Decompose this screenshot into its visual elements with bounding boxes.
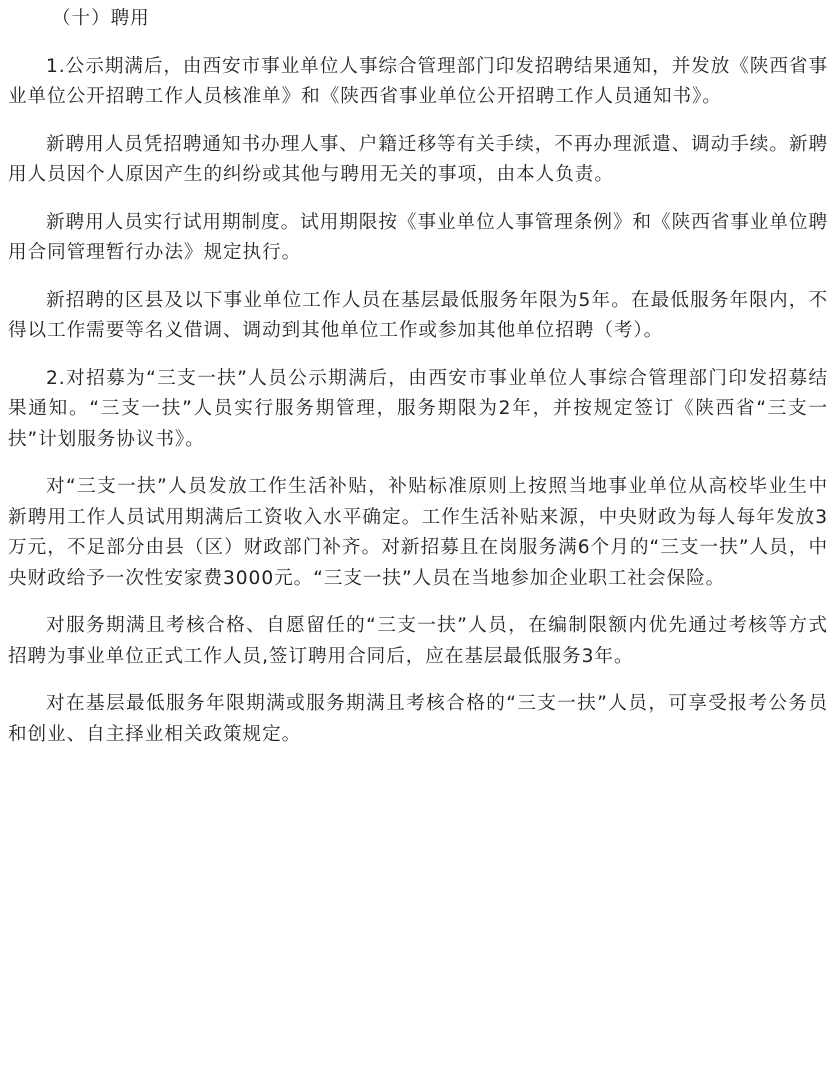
paragraph-7: 对服务期满且考核合格、自愿留任的“三支一扶”人员，在编制限额内优先通过考核等方式招聘为事业单位正式工作人员,签订聘用合同后，应在基层最低服务3年。	[8, 615, 828, 667]
section-heading: （十）聘用	[52, 8, 150, 29]
paragraph-2: 新聘用人员凭招聘通知书办理人事、户籍迁移等有关手续，不再办理派遣、调动手续。新聘用人员因个人原因产生的纠纷或其他与聘用无关的事项，由本人负责。	[8, 133, 828, 185]
paragraph-1: 1.公示期满后，由西安市事业单位人事综合管理部门印发招聘结果通知，并发放《陕西省事业单位公开招聘工作人员核准单》和《陕西省事业单位公开招聘工作人员通知书》。	[8, 55, 828, 107]
paragraph-6: 对“三支一扶”人员发放工作生活补贴，补贴标准原则上按照当地事业单位从高校毕业生中新聘用工作人员试用期满后工资收入水平确定。工作生活补贴来源，中央财政为每人每年发放3万元，不足部分由县（区）财政部门补齐。对新招募且在岗服务满6个月的“三支一扶”人员，中央财政给予一次性安家费3000元。“三支一扶”人员在当地参加企业职工社会保险。	[8, 476, 828, 589]
paragraph-5: 2.对招募为“三支一扶”人员公示期满后，由西安市事业单位人事综合管理部门印发招募结果通知。“三支一扶”人员实行服务期管理，服务期限为2年，并按规定签订《陕西省“三支一扶”计划服务协议书》。	[8, 367, 828, 450]
paragraph-8: 对在基层最低服务年限期满或服务期满且考核合格的“三支一扶”人员，可享受报考公务员和创业、自主择业相关政策规定。	[8, 693, 828, 745]
paragraph-4: 新招聘的区县及以下事业单位工作人员在基层最低服务年限为5年。在最低服务年限内，不得以工作需要等名义借调、调动到其他单位工作或参加其他单位招聘（考）。	[8, 289, 828, 341]
paragraph-3: 新聘用人员实行试用期制度。试用期限按《事业单位人事管理条例》和《陕西省事业单位聘用合同管理暂行办法》规定执行。	[8, 211, 828, 263]
